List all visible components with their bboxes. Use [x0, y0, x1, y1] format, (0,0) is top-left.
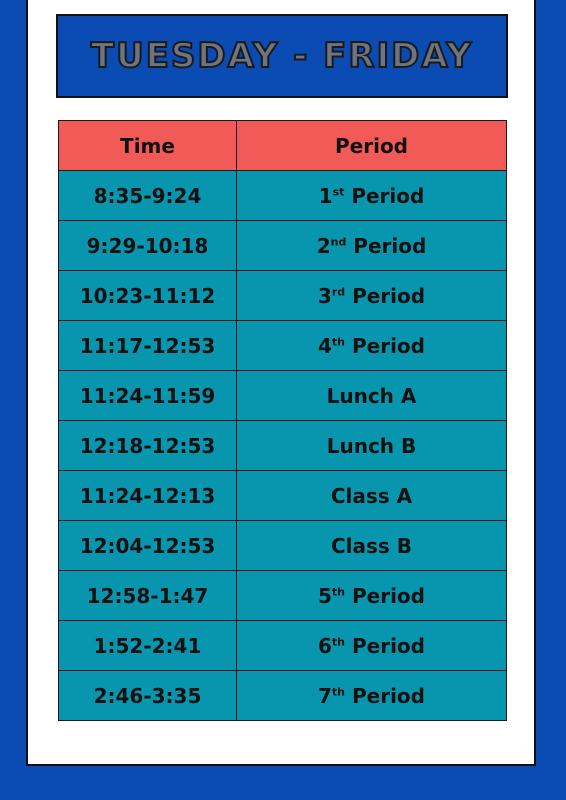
time-cell: 2:46-3:35: [59, 671, 237, 721]
period-cell: 3rd Period: [237, 271, 507, 321]
table-row: [59, 321, 507, 371]
period-cell: 1st Period: [237, 171, 507, 221]
time-cell: 11:24-11:59: [59, 371, 237, 421]
table-row: [59, 421, 507, 471]
table-row: [59, 271, 507, 321]
page-title: TUESDAY - FRIDAY: [90, 36, 474, 76]
table-row: [59, 571, 507, 621]
table-header-row: [59, 121, 507, 171]
period-cell: Lunch B: [237, 421, 507, 471]
period-cell: 7th Period: [237, 671, 507, 721]
table-row: [59, 221, 507, 271]
table-row: [59, 621, 507, 671]
header-period: Period: [237, 121, 507, 171]
time-cell: 11:17-12:53: [59, 321, 237, 371]
schedule-table: [58, 120, 507, 721]
time-cell: 12:18-12:53: [59, 421, 237, 471]
schedule-card: [26, 0, 536, 766]
table-row: [59, 471, 507, 521]
time-cell: 1:52-2:41: [59, 621, 237, 671]
header-time: Time: [59, 121, 237, 171]
title-banner: [56, 14, 508, 98]
table-row: [59, 521, 507, 571]
time-cell: 8:35-9:24: [59, 171, 237, 221]
table-row: [59, 371, 507, 421]
time-cell: 9:29-10:18: [59, 221, 237, 271]
time-cell: 10:23-11:12: [59, 271, 237, 321]
time-cell: 12:58-1:47: [59, 571, 237, 621]
period-cell: 2nd Period: [237, 221, 507, 271]
time-cell: 12:04-12:53: [59, 521, 237, 571]
period-cell: 5th Period: [237, 571, 507, 621]
period-cell: 6th Period: [237, 621, 507, 671]
period-cell: 4th Period: [237, 321, 507, 371]
time-cell: 11:24-12:13: [59, 471, 237, 521]
table-row: [59, 671, 507, 721]
period-cell: Lunch A: [237, 371, 507, 421]
period-cell: Class A: [237, 471, 507, 521]
period-cell: Class B: [237, 521, 507, 571]
table-row: [59, 171, 507, 221]
